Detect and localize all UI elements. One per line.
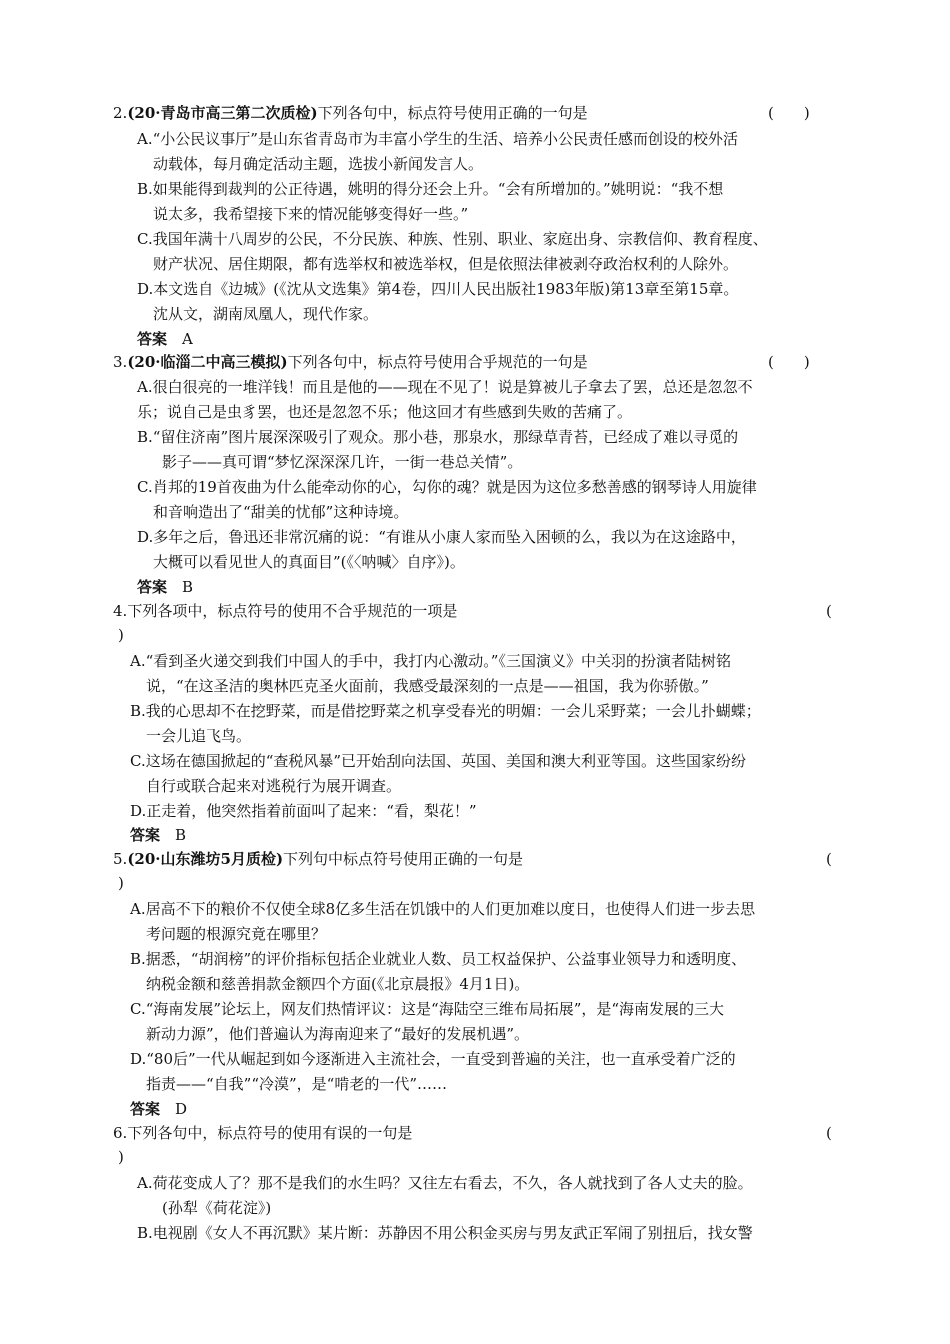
- q4-option-d-line1: D.正走着，他突然指着前面叫了起来：“看，梨花！”: [130, 802, 477, 820]
- question-6-paren-open: (: [826, 1124, 832, 1142]
- q3-option-a-line1: A.很白很亮的一堆洋钱！而且是他的——现在不见了！说是算被儿子拿去了罢，总还是忽忽不: [137, 378, 753, 396]
- question-4-paren-close: ): [118, 626, 124, 644]
- q2-option-a-line1: A.“小公民议事厅”是山东省青岛市为丰富小学生的生活、培养小公民责任感而创设的校外活: [137, 130, 738, 148]
- q3-option-c-line2: 和音响造出了“甜美的忧郁”这种诗境。: [153, 503, 409, 521]
- q3-option-b-line2: 影子——真可谓“梦忆深深深几许，一街一巷总关情”。: [162, 453, 523, 471]
- q4-option-c-line2: 自行或联合起来对逃税行为展开调查。: [146, 777, 402, 795]
- q5-option-d-line1: D.“80后”一代从崛起到如今逐渐进入主流社会，一直受到普遍的关注，也一直承受着广泛的: [130, 1050, 736, 1068]
- question-3-answer-paren: ( ): [768, 353, 810, 371]
- q5-option-b-line2: 纳税金额和慈善捐款金额四个方面(《北京晨报》4月1日)。: [146, 975, 530, 993]
- q2-option-a-line2: 动载体，每月确定活动主题，选拔小新闻发言人。: [153, 155, 484, 173]
- q4-option-b-line1: B.我的心思却不在挖野菜，而是借挖野菜之机享受春光的明媚：一会儿采野菜；一会儿扑蝴蝶；: [130, 702, 761, 720]
- q4-option-a-line1: A.“看到圣火递交到我们中国人的手中，我打内心激动。”《三国演义》中关羽的扮演者陆树铭: [130, 652, 731, 670]
- q3-option-d-line1: D.多年之后，鲁迅还非常沉痛的说：“有谁从小康人家而坠入困顿的么，我以为在这途路中，: [137, 528, 746, 546]
- q3-option-a-line2: 乐；说自己是虫豸罢，也还是忽忽不乐；他这回才有些感到失败的苦痛了。: [137, 403, 633, 421]
- question-2-stem: 2.(20·青岛市高三第二次质检)下列各句中，标点符号使用正确的一句是: [113, 104, 588, 122]
- q5-option-c-line2: 新动力源”，他们普遍认为海南迎来了“最好的发展机遇”。: [146, 1025, 530, 1043]
- q2-option-d-line1: D.本文选自《边城》(《沈从文选集》第4卷，四川人民出版社1983年版)第13章至第15章。: [137, 280, 739, 298]
- q2-option-b-line2: 说太多，我希望接下来的情况能够变得好一些。”: [153, 205, 469, 223]
- q5-option-a-line2: 考问题的根源究竟在哪里？: [146, 925, 327, 943]
- q4-option-a-line2: 说，“在这圣洁的奥林匹克圣火面前，我感受最深刻的一点是——祖国，我为你骄傲。”: [146, 677, 709, 695]
- question-5-paren-close: ): [118, 874, 124, 892]
- q2-option-b-line1: B.如果能得到裁判的公正待遇，姚明的得分还会上升。“会有所增加的。”姚明说：“我不想: [137, 180, 724, 198]
- q2-option-c-line2: 财产状况、居住期限，都有选举权和被选举权，但是依照法律被剥夺政治权利的人除外。: [153, 255, 739, 273]
- q5-option-c-line1: C.“海南发展”论坛上，网友们热情评议：这是“海陆空三维布局拓展”，是“海南发展的三大: [130, 1000, 725, 1018]
- q3-option-b-line1: B.“留住济南”图片展深深吸引了观众。那小巷，那泉水，那绿草青苔，已经成了难以寻觅的: [137, 428, 739, 446]
- q5-answer: 答案 D: [130, 1100, 188, 1118]
- q5-option-a-line1: A.居高不下的粮价不仅使全球8亿多生活在饥饿中的人们更加难以度日，也使得人们进一步去思: [130, 900, 756, 918]
- q2-option-d-line2: 沈从文，湖南凤凰人，现代作家。: [153, 305, 379, 323]
- question-3-stem: 3.(20·临淄二中高三模拟)下列各句中，标点符号使用合乎规范的一句是: [113, 353, 588, 371]
- q3-answer: 答案 B: [137, 578, 194, 596]
- q4-option-c-line1: C.这场在德国掀起的“查税风暴”已开始刮向法国、英国、美国和澳大利亚等国。这些国家纷纷: [130, 752, 747, 770]
- q2-answer: 答案 A: [137, 330, 193, 348]
- q3-option-c-line1: C.肖邦的19首夜曲为什么能牵动你的心，勾你的魂？就是因为这位多愁善感的钢琴诗人用旋律: [137, 478, 757, 496]
- q2-option-c-line1: C.我国年满十八周岁的公民，不分民族、种族、性别、职业、家庭出身、宗教信仰、教育程度、: [137, 230, 768, 248]
- q5-option-d-line2: 指责——“自我”“冷漠”，是“啃老的一代”……: [146, 1075, 448, 1093]
- q5-option-b-line1: B.据悉，“胡润榜”的评价指标包括企业就业人数、员工权益保护、公益事业领导力和透明度、: [130, 950, 747, 968]
- q3-option-d-line2: 大概可以看见世人的真面目”(《〈呐喊〉自序》)。: [153, 553, 465, 571]
- q4-answer: 答案 B: [130, 826, 187, 844]
- question-4-paren-open: (: [826, 602, 832, 620]
- q4-option-b-line2: 一会儿追飞鸟。: [146, 727, 252, 745]
- question-6-stem: 6.下列各句中，标点符号的使用有误的一句是: [113, 1124, 413, 1142]
- question-2-answer-paren: ( ): [768, 104, 810, 122]
- question-6-paren-close: ): [118, 1148, 124, 1166]
- question-4-stem: 4.下列各项中，标点符号的使用不合乎规范的一项是: [113, 602, 458, 620]
- q6-option-b-line1: B.电视剧《女人不再沉默》某片断：苏静因不用公积金买房与男友武正军闹了别扭后，找女警: [137, 1224, 753, 1242]
- q6-option-a-line1: A.荷花变成人了？那不是我们的水生吗？又往左右看去，不久，各人就找到了各人丈夫的脸。: [137, 1174, 753, 1192]
- question-5-paren-open: (: [826, 850, 832, 868]
- question-5-stem: 5.(20·山东潍坊5月质检)下列句中标点符号使用正确的一句是: [113, 850, 524, 868]
- q6-option-a-line2: (孙犁《荷花淀》): [162, 1199, 272, 1217]
